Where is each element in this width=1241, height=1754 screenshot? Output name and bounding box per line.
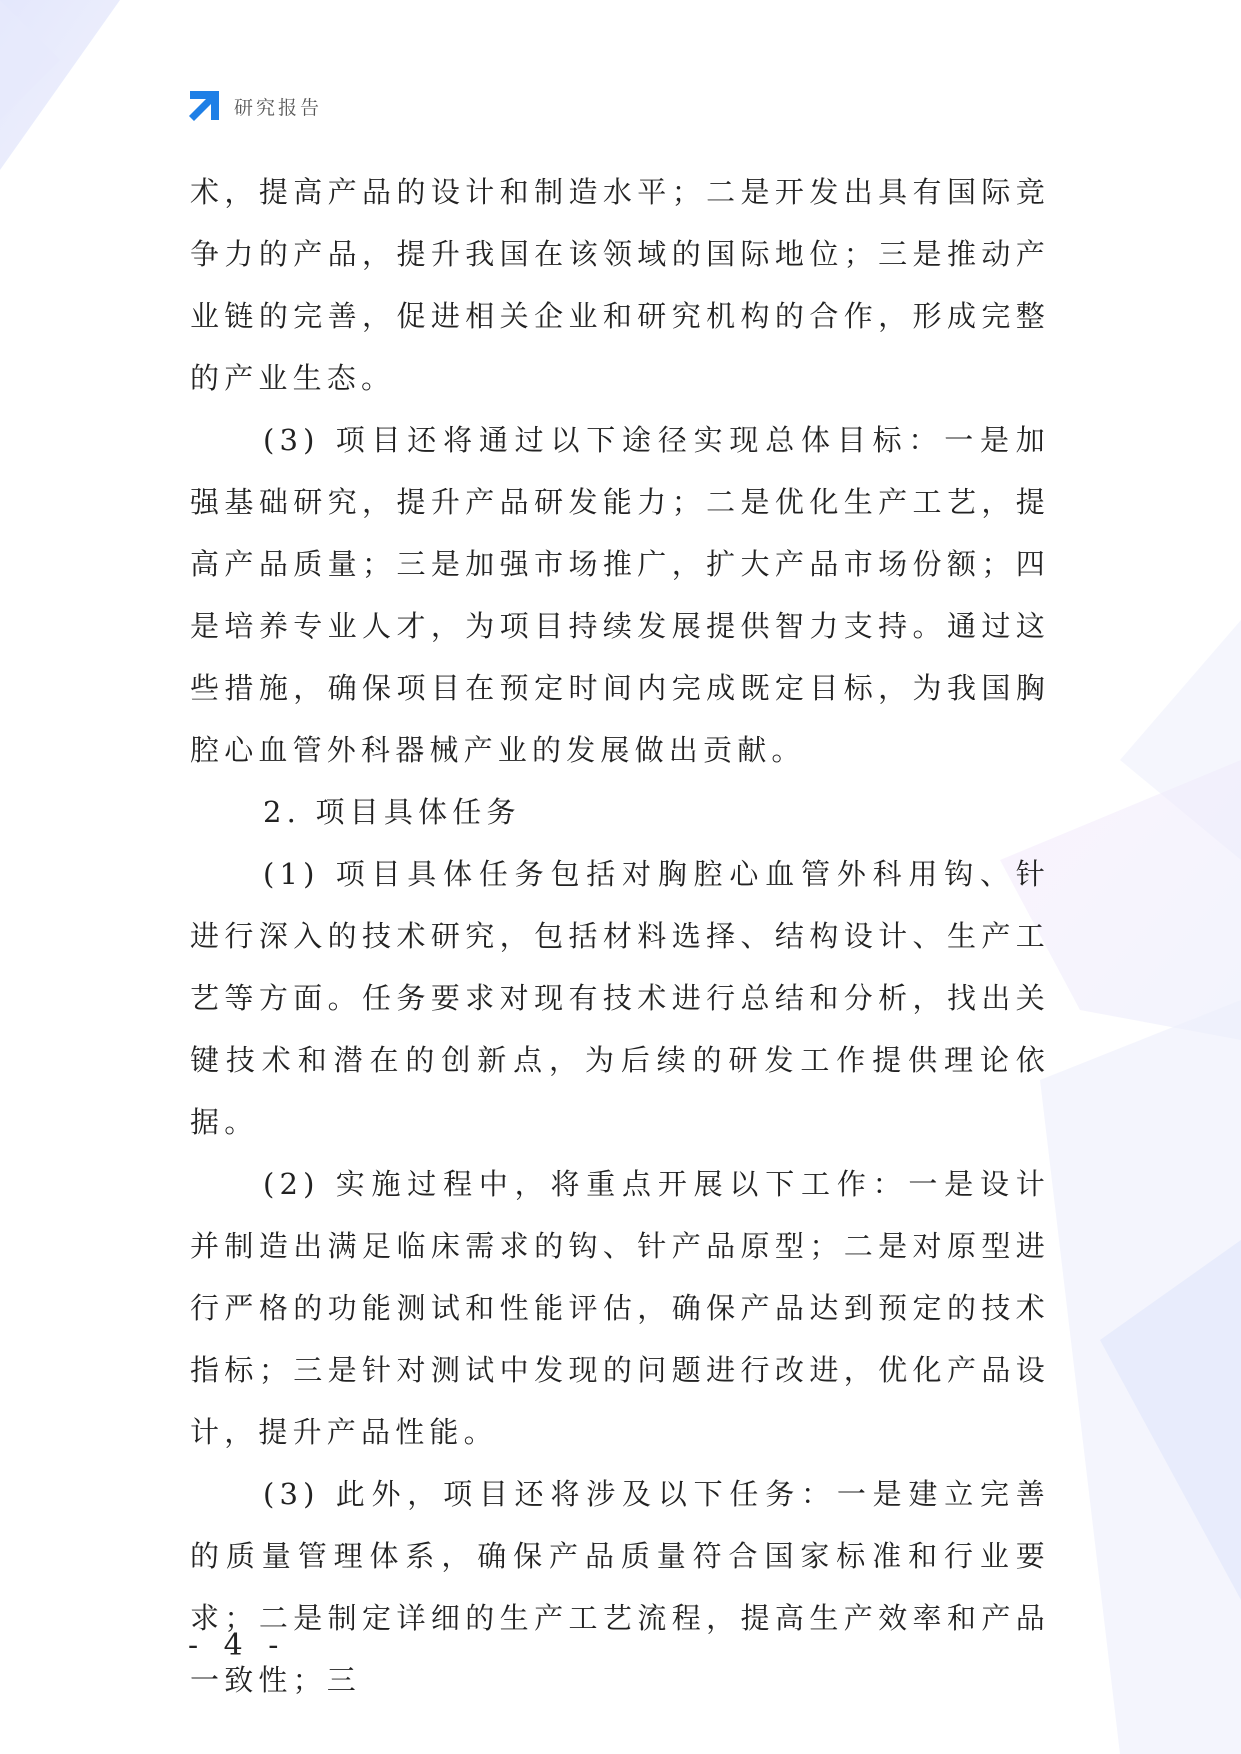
- paragraph: (2) 实施过程中，将重点开展以下工作：一是设计并制造出满足临床需求的钩、针产品原型；二是对原型进行严格的功能测试和性能评估，确保产品达到预定的技术指标；三是针对测试中发现的问题进行改进，优化产品设计，提升产品性能。: [190, 1167, 1050, 1449]
- paragraph: (3) 此外，项目还将涉及以下任务：一是建立完善的质量管理体系，确保产品质量符合国家标准和行业要求；二是制定详细的生产工艺流程，提高生产效率和产品一致性；三: [190, 1477, 1050, 1697]
- paragraph: (3) 项目还将通过以下途径实现总体目标：一是加强基础研究，提升产品研发能力；二是优化生产工艺，提高产品质量；三是加强市场推广，扩大产品市场份额；四是培养专业人才，为项目持续发展提供智力支持。通过这些措施，确保项目在预定时间内完成既定目标，为我国胸腔心血管外科器械产业的发展做出贡献。: [190, 423, 1050, 767]
- page-header: [186, 86, 322, 126]
- section-heading: 2. 项目具体任务: [263, 795, 521, 829]
- document-body: [190, 161, 1050, 1711]
- page-number: - 4 -: [188, 1628, 287, 1663]
- header-title: 研究报告: [234, 96, 323, 119]
- arrow-up-right-icon: [186, 88, 222, 124]
- paragraph: (1) 项目具体任务包括对胸腔心血管外科用钩、针进行深入的技术研究，包括材料选择、结构设计、生产工艺等方面。任务要求对现有技术进行总结和分析，找出关键技术和潜在的创新点，为后续的研发工作提供理论依据。: [190, 857, 1050, 1139]
- paragraph: 术，提高产品的设计和制造水平；二是开发出具有国际竞争力的产品，提升我国在该领域的国际地位；三是推动产业链的完善，促进相关企业和研究机构的合作，形成完整的产业生态。: [190, 175, 1050, 395]
